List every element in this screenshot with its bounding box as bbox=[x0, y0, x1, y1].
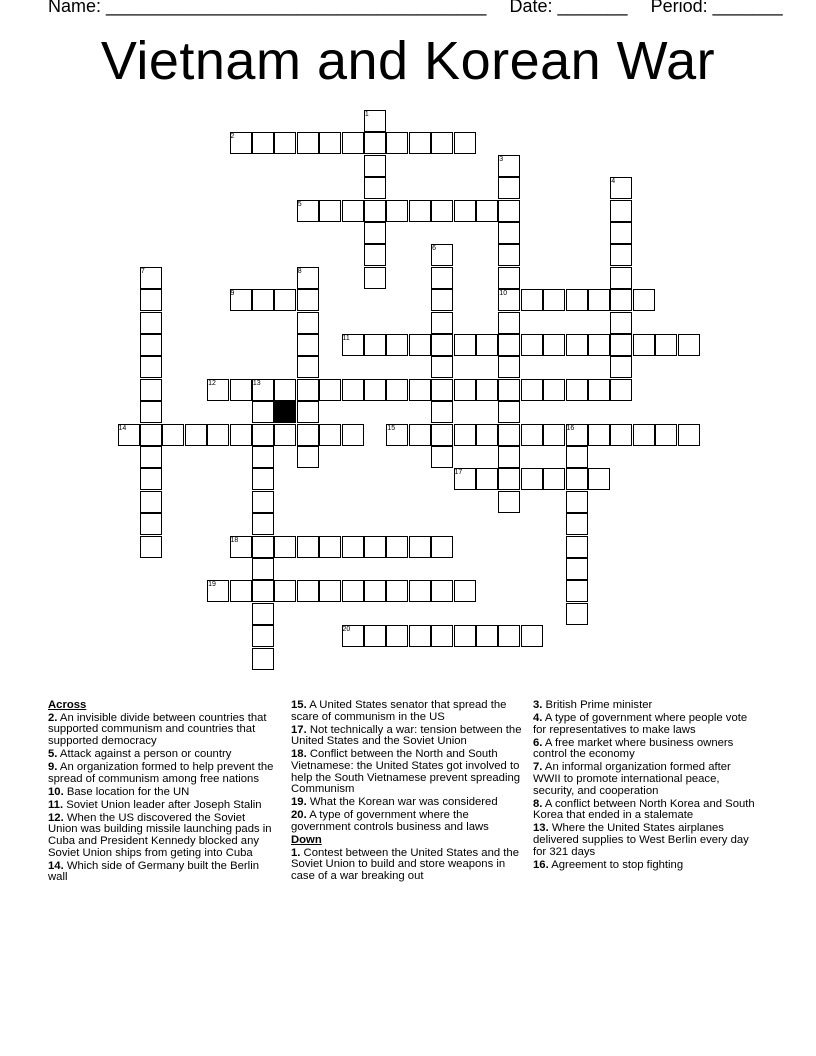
clue-text: When the US discovered the Soviet Union was building missile launching pads in Cuba and President Kennedy blocked any Soviet Union ships from geting into Cuba bbox=[48, 811, 272, 859]
clue-number: 13. bbox=[533, 822, 549, 835]
clue-text: A free market where business owners control the economy bbox=[533, 736, 734, 761]
grid-cell[interactable] bbox=[498, 356, 520, 378]
clue-number: 3. bbox=[533, 699, 543, 711]
grid-cell[interactable] bbox=[476, 334, 498, 356]
clue-number-label: 16 bbox=[566, 424, 575, 432]
grid-cell[interactable] bbox=[274, 379, 296, 401]
clue-text: A type of government where the government controls business and laws bbox=[291, 809, 489, 833]
clue-number: 19. bbox=[291, 796, 307, 809]
grid-cell[interactable] bbox=[297, 424, 319, 446]
grid-cell[interactable] bbox=[409, 625, 431, 647]
grid-cell[interactable] bbox=[162, 424, 184, 446]
clue-number-label: 9 bbox=[230, 290, 235, 298]
grid-cell[interactable] bbox=[521, 289, 543, 311]
grid-cell[interactable] bbox=[476, 625, 498, 647]
grid-cell[interactable] bbox=[633, 289, 655, 311]
grid-cell[interactable] bbox=[319, 379, 341, 401]
grid-cell[interactable] bbox=[252, 558, 274, 580]
clue-item bbox=[533, 860, 755, 872]
grid-cell[interactable] bbox=[566, 334, 588, 356]
grid-cell[interactable] bbox=[252, 536, 274, 558]
grid-cell[interactable] bbox=[185, 424, 207, 446]
grid-cell[interactable] bbox=[431, 580, 453, 602]
grid-cell[interactable] bbox=[386, 132, 408, 154]
grid-cell[interactable] bbox=[431, 446, 453, 468]
clue-number: 1. bbox=[291, 846, 301, 859]
grid-cell[interactable] bbox=[319, 132, 341, 154]
clue-number: 10. bbox=[48, 785, 64, 798]
clue-number: 20. bbox=[291, 809, 307, 822]
clue-item bbox=[291, 725, 523, 748]
grid-cell[interactable] bbox=[566, 536, 588, 558]
grid-cell[interactable] bbox=[386, 580, 408, 602]
grid-cell[interactable] bbox=[386, 625, 408, 647]
down-heading: Down bbox=[291, 834, 322, 847]
clue-item bbox=[533, 823, 755, 858]
clue-item bbox=[48, 713, 276, 748]
grid-cell[interactable] bbox=[297, 356, 319, 378]
grid-cell[interactable] bbox=[297, 334, 319, 356]
grid-cell[interactable] bbox=[566, 446, 588, 468]
grid-cell[interactable] bbox=[364, 267, 386, 289]
grid-cell[interactable] bbox=[274, 536, 296, 558]
grid-cell[interactable] bbox=[140, 513, 162, 535]
grid-cell[interactable] bbox=[297, 446, 319, 468]
grid-cell[interactable] bbox=[566, 603, 588, 625]
clue-text: Soviet Union leader after Joseph Stalin bbox=[63, 798, 262, 811]
grid-cell[interactable] bbox=[498, 625, 520, 647]
grid-cell[interactable] bbox=[454, 625, 476, 647]
grid-cell[interactable] bbox=[409, 132, 431, 154]
clue-item bbox=[291, 848, 523, 883]
grid-cell[interactable] bbox=[364, 334, 386, 356]
clue-text: An invisible divide between countries that supported communism and countries that supported democracy bbox=[48, 711, 267, 747]
clue-number: 7. bbox=[533, 761, 543, 774]
grid-cell[interactable] bbox=[431, 625, 453, 647]
clue-number-label: 17 bbox=[454, 469, 463, 477]
clue-number: 17. bbox=[291, 723, 307, 736]
grid-cell[interactable] bbox=[140, 312, 162, 334]
grid-cell[interactable] bbox=[610, 334, 632, 356]
grid-cell[interactable] bbox=[431, 200, 453, 222]
grid-cell[interactable] bbox=[521, 468, 543, 490]
grid-cell[interactable] bbox=[431, 312, 453, 334]
grid-cell[interactable] bbox=[319, 424, 341, 446]
grid-cell[interactable] bbox=[342, 424, 364, 446]
grid-cell[interactable] bbox=[566, 289, 588, 311]
grid-cell[interactable] bbox=[364, 155, 386, 177]
grid-cell[interactable] bbox=[364, 222, 386, 244]
grid-cell[interactable] bbox=[454, 334, 476, 356]
period-field[interactable]: Period: _______ bbox=[650, 0, 783, 16]
grid-cell[interactable] bbox=[140, 424, 162, 446]
grid-cell[interactable] bbox=[364, 536, 386, 558]
grid-cell[interactable] bbox=[140, 446, 162, 468]
clue-number-label: 13 bbox=[252, 379, 261, 387]
grid-cell[interactable] bbox=[566, 379, 588, 401]
clues-column-2 bbox=[291, 700, 523, 884]
clue-item bbox=[533, 762, 755, 797]
grid-cell[interactable] bbox=[521, 625, 543, 647]
grid-cell[interactable] bbox=[588, 379, 610, 401]
grid-cell[interactable] bbox=[297, 289, 319, 311]
grid-cell[interactable] bbox=[297, 580, 319, 602]
clue-item bbox=[533, 799, 755, 822]
clue-number-label: 18 bbox=[230, 536, 239, 544]
grid-cell[interactable] bbox=[498, 267, 520, 289]
grid-cell[interactable] bbox=[409, 379, 431, 401]
grid-cell[interactable] bbox=[342, 580, 364, 602]
grid-cell[interactable] bbox=[610, 379, 632, 401]
grid-cell[interactable] bbox=[140, 334, 162, 356]
grid-cell[interactable] bbox=[498, 334, 520, 356]
clue-item bbox=[291, 810, 523, 833]
grid-cell[interactable] bbox=[274, 132, 296, 154]
grid-cell[interactable] bbox=[588, 468, 610, 490]
grid-cell[interactable] bbox=[566, 580, 588, 602]
grid-cell[interactable] bbox=[655, 334, 677, 356]
clue-number: 14. bbox=[48, 859, 64, 872]
grid-cell[interactable] bbox=[454, 580, 476, 602]
grid-cell[interactable] bbox=[431, 536, 453, 558]
clue-text: An informal organization formed after WWII to promote international peace, security, and cooperation bbox=[533, 761, 731, 797]
grid-cell[interactable] bbox=[498, 222, 520, 244]
clue-text: Conflict between the North and South Vietnamese: the United States got involved to help the South Vietnamese prevent spreading Communism bbox=[291, 748, 521, 796]
clue-number-label: 2 bbox=[230, 133, 235, 141]
clue-number: 2. bbox=[48, 711, 58, 724]
grid-cell[interactable] bbox=[364, 580, 386, 602]
grid-cell[interactable] bbox=[476, 379, 498, 401]
grid-cell[interactable] bbox=[431, 289, 453, 311]
grid-cell[interactable] bbox=[431, 424, 453, 446]
grid-cell[interactable] bbox=[140, 379, 162, 401]
grid-cell[interactable] bbox=[610, 312, 632, 334]
grid-cell[interactable] bbox=[252, 491, 274, 513]
grid-cell[interactable] bbox=[230, 424, 252, 446]
grid-cell[interactable] bbox=[364, 625, 386, 647]
grid-cell[interactable] bbox=[543, 468, 565, 490]
name-field[interactable]: Name: ______________________________________ bbox=[48, 0, 487, 16]
grid-cell[interactable] bbox=[588, 334, 610, 356]
grid-cell[interactable] bbox=[409, 536, 431, 558]
page-title: Vietnam and Korean War bbox=[100, 31, 716, 91]
clue-item bbox=[533, 700, 755, 712]
clue-number-label: 6 bbox=[432, 245, 436, 253]
clue-item bbox=[291, 749, 523, 795]
clue-item bbox=[48, 749, 276, 761]
grid-cell[interactable] bbox=[610, 356, 632, 378]
grid-cell[interactable] bbox=[476, 200, 498, 222]
grid-cell[interactable] bbox=[566, 491, 588, 513]
grid-cell[interactable] bbox=[230, 580, 252, 602]
grid-cell[interactable] bbox=[543, 334, 565, 356]
grid-cell[interactable] bbox=[252, 446, 274, 468]
clue-number: 8. bbox=[533, 797, 543, 810]
clue-text: Base location for the UN bbox=[63, 785, 190, 798]
clue-item bbox=[533, 738, 755, 761]
grid-cell[interactable] bbox=[386, 334, 408, 356]
clue-text: A United States senator that spread the scare of communism in the US bbox=[291, 699, 507, 723]
grid-cell[interactable] bbox=[274, 289, 296, 311]
grid-cell[interactable] bbox=[476, 424, 498, 446]
grid-cell[interactable] bbox=[454, 132, 476, 154]
grid-cell[interactable] bbox=[252, 513, 274, 535]
grid-cell[interactable] bbox=[498, 468, 520, 490]
grid-cell[interactable] bbox=[610, 289, 632, 311]
grid-cell[interactable] bbox=[498, 177, 520, 199]
grid-cell[interactable] bbox=[319, 200, 341, 222]
grid-cell[interactable] bbox=[431, 334, 453, 356]
grid-cell[interactable] bbox=[342, 379, 364, 401]
grid-cell[interactable] bbox=[252, 625, 274, 647]
grid-cell[interactable] bbox=[678, 334, 700, 356]
clue-item bbox=[48, 861, 276, 884]
grid-cell[interactable] bbox=[633, 424, 655, 446]
clue-text: Contest between the United States and the Soviet Union to build and store weapons in case of a war breaking out bbox=[291, 846, 519, 882]
grid-cell[interactable] bbox=[140, 401, 162, 423]
grid-cell[interactable] bbox=[498, 312, 520, 334]
grid-cell[interactable] bbox=[252, 603, 274, 625]
grid-cell[interactable] bbox=[610, 200, 632, 222]
grid-cell[interactable] bbox=[252, 132, 274, 154]
grid-cell[interactable] bbox=[297, 132, 319, 154]
grid-cell[interactable] bbox=[678, 424, 700, 446]
grid-cell[interactable] bbox=[252, 468, 274, 490]
grid-cell[interactable] bbox=[543, 289, 565, 311]
clue-number-label: 15 bbox=[387, 424, 396, 432]
clue-text: Which side of Germany built the Berlin wall bbox=[48, 859, 259, 884]
grid-cell[interactable] bbox=[521, 334, 543, 356]
clue-item bbox=[291, 700, 523, 723]
clues-column-1 bbox=[48, 700, 276, 885]
clue-text: An organization formed to help prevent the spread of communism among free nations bbox=[48, 760, 274, 785]
grid-cell[interactable] bbox=[655, 424, 677, 446]
clue-text: A type of government where people vote for representatives to make laws bbox=[533, 712, 748, 736]
grid-cell[interactable] bbox=[610, 424, 632, 446]
grid-cell[interactable] bbox=[364, 379, 386, 401]
grid-cell[interactable] bbox=[409, 334, 431, 356]
grid-cell[interactable] bbox=[252, 401, 274, 423]
grid-cell[interactable] bbox=[431, 401, 453, 423]
grid-cell[interactable] bbox=[454, 424, 476, 446]
grid-cell[interactable] bbox=[454, 200, 476, 222]
grid-cell[interactable] bbox=[610, 222, 632, 244]
grid-cell[interactable] bbox=[342, 536, 364, 558]
grid-cell[interactable] bbox=[274, 580, 296, 602]
grid-cell[interactable] bbox=[431, 379, 453, 401]
grid-cell[interactable] bbox=[498, 491, 520, 513]
grid-cell[interactable] bbox=[498, 379, 520, 401]
grid-cell[interactable] bbox=[364, 244, 386, 266]
grid-cell[interactable] bbox=[498, 401, 520, 423]
grid-cell[interactable] bbox=[386, 200, 408, 222]
grid-cell[interactable] bbox=[498, 424, 520, 446]
clue-item bbox=[48, 787, 276, 799]
grid-cell[interactable] bbox=[297, 536, 319, 558]
clue-number-label: 19 bbox=[208, 581, 216, 589]
clue-number-label: 3 bbox=[499, 155, 504, 163]
grid-cell[interactable] bbox=[610, 267, 632, 289]
grid-cell[interactable] bbox=[498, 200, 520, 222]
clue-number: 18. bbox=[291, 748, 307, 761]
clue-number: 12. bbox=[48, 811, 64, 824]
clue-number: 15. bbox=[291, 699, 307, 711]
grid-cell[interactable] bbox=[588, 424, 610, 446]
across-heading: Across bbox=[48, 699, 87, 711]
clue-text: British Prime minister bbox=[542, 699, 653, 711]
grid-cell[interactable] bbox=[409, 200, 431, 222]
grid-cell[interactable] bbox=[431, 132, 453, 154]
grid-cell[interactable] bbox=[364, 177, 386, 199]
clue-text: Agreement to stop fighting bbox=[548, 858, 684, 871]
grid-cell[interactable] bbox=[319, 536, 341, 558]
clue-item bbox=[291, 797, 523, 809]
grid-cell[interactable] bbox=[566, 513, 588, 535]
grid-cell[interactable] bbox=[252, 424, 274, 446]
grid-cell[interactable] bbox=[230, 379, 252, 401]
grid-cell[interactable] bbox=[207, 424, 229, 446]
grid-cell[interactable] bbox=[140, 536, 162, 558]
clue-number-label: 10 bbox=[499, 290, 508, 298]
clue-item bbox=[48, 813, 276, 859]
clue-number: 16. bbox=[533, 858, 549, 871]
grid-cell[interactable] bbox=[566, 468, 588, 490]
grid-cell[interactable] bbox=[498, 446, 520, 468]
grid-cell[interactable] bbox=[543, 379, 565, 401]
clue-number-label: 7 bbox=[140, 267, 145, 275]
clues-column-3 bbox=[533, 700, 755, 873]
clue-number: 6. bbox=[533, 736, 543, 749]
grid-cell[interactable] bbox=[297, 379, 319, 401]
grid-cell[interactable] bbox=[521, 379, 543, 401]
grid-cell[interactable] bbox=[633, 334, 655, 356]
grid-cell[interactable] bbox=[409, 580, 431, 602]
clue-item bbox=[48, 762, 276, 785]
grid-cell[interactable] bbox=[364, 200, 386, 222]
grid-cell[interactable] bbox=[342, 132, 364, 154]
grid-cell[interactable] bbox=[364, 132, 386, 154]
clue-text: What the Korean war was considered bbox=[306, 796, 498, 809]
grid-cell[interactable] bbox=[252, 580, 274, 602]
clue-number: 5. bbox=[48, 747, 58, 760]
clue-item bbox=[533, 713, 755, 736]
grid-cell[interactable] bbox=[274, 424, 296, 446]
grid-cell[interactable] bbox=[521, 424, 543, 446]
clue-number: 9. bbox=[48, 760, 58, 773]
clue-number: 4. bbox=[533, 712, 543, 725]
grid-cell[interactable] bbox=[252, 648, 274, 670]
clue-number-label: 1 bbox=[364, 111, 369, 118]
grid-cell[interactable] bbox=[431, 267, 453, 289]
grid-cell[interactable] bbox=[140, 468, 162, 490]
grid-cell[interactable] bbox=[610, 244, 632, 266]
grid-cell[interactable] bbox=[297, 401, 319, 423]
grid-cell[interactable] bbox=[431, 356, 453, 378]
grid-cell[interactable] bbox=[319, 580, 341, 602]
grid-cell[interactable] bbox=[566, 558, 588, 580]
grid-cell[interactable] bbox=[297, 312, 319, 334]
grid-cell[interactable] bbox=[476, 468, 498, 490]
grid-cell[interactable] bbox=[140, 491, 162, 513]
shaded-cell bbox=[274, 401, 296, 423]
clue-text: Where the United States airplanes delivered supplies to West Berlin every day for 321 days bbox=[533, 822, 749, 858]
grid-cell[interactable] bbox=[140, 356, 162, 378]
grid-cell[interactable] bbox=[386, 536, 408, 558]
grid-cell[interactable] bbox=[386, 379, 408, 401]
clue-number-label: 11 bbox=[342, 335, 350, 342]
grid-cell[interactable] bbox=[252, 289, 274, 311]
clue-number-label: 8 bbox=[297, 267, 302, 275]
clue-text: Attack against a person or country bbox=[57, 747, 232, 760]
clue-number-label: 14 bbox=[118, 424, 127, 432]
grid-cell[interactable] bbox=[409, 424, 431, 446]
clue-text: A conflict between North Korea and South Korea that ended in a stalemate bbox=[533, 797, 755, 822]
clue-number-label: 4 bbox=[611, 178, 616, 186]
clue-item bbox=[48, 800, 276, 812]
clue-text: Not technically a war: tension between the United States and the Soviet Union bbox=[291, 723, 522, 748]
grid-cell[interactable] bbox=[140, 289, 162, 311]
clue-number: 11. bbox=[48, 798, 64, 811]
grid-cell[interactable] bbox=[342, 200, 364, 222]
clue-number-label: 12 bbox=[208, 379, 216, 387]
clue-number-label: 5 bbox=[297, 200, 302, 208]
grid-cell[interactable] bbox=[454, 379, 476, 401]
grid-cell[interactable] bbox=[588, 289, 610, 311]
clue-number-label: 20 bbox=[342, 626, 351, 634]
grid-cell[interactable] bbox=[543, 424, 565, 446]
date-field[interactable]: Date: _______ bbox=[509, 0, 628, 16]
grid-cell[interactable] bbox=[498, 244, 520, 266]
